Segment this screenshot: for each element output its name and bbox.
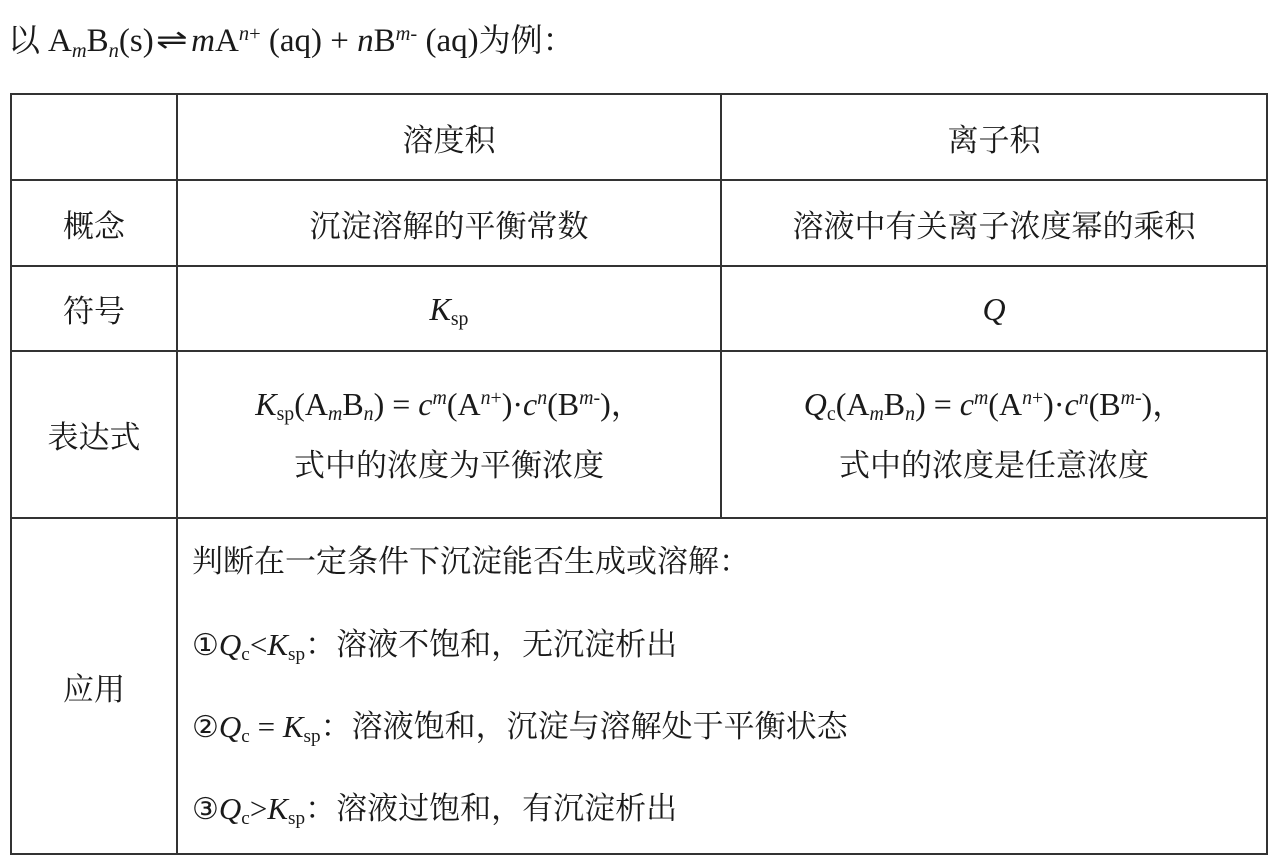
- row-label-expression: 表达式: [11, 351, 177, 518]
- application-content: [177, 518, 1267, 854]
- header-empty-cell: [11, 94, 177, 180]
- application-item: $②Q_c = K_{sp}$：溶液饱和，沉淀与溶解处于平衡状态: [192, 709, 848, 748]
- q-formula: $Q_c(A_mB_n) = c^m(A^{n+})\cdot c^n(B^{m-})$，: [803, 384, 1185, 426]
- row-label-concept: 概念: [11, 180, 177, 266]
- intro-prefix: 以: [8, 21, 41, 59]
- table-header-row: [11, 94, 1267, 180]
- application-item: $③Q_c>K_{sp}$：溶液过饱和，有沉淀析出: [192, 791, 678, 830]
- row-label-symbol: 符号: [11, 266, 177, 351]
- ksp-note: 式中的浓度为平衡浓度: [294, 447, 604, 484]
- symbol-q: Q: [721, 266, 1267, 351]
- symbol-ksp: $K_{sp}$: [177, 266, 721, 351]
- table-row-application: [11, 518, 1267, 854]
- concept-q: 溶液中有关离子浓度幂的乘积: [721, 180, 1267, 266]
- expression-q: [721, 351, 1267, 518]
- expression-ksp: [177, 351, 721, 518]
- reaction-equation: $A_mB_n(s)\rightleftharpoons$ $mA^{n+}$ $(aq) + nB^{m-}$ (aq): [48, 23, 479, 59]
- table-row-expression: [11, 351, 1267, 518]
- header-q: 离子积: [721, 94, 1267, 180]
- comparison-table: [10, 93, 1268, 855]
- intro-line: [8, 16, 575, 66]
- concept-ksp: 沉淀溶解的平衡常数: [177, 180, 721, 266]
- intro-suffix: 为例：: [478, 21, 575, 59]
- table-row-concept: [11, 180, 1267, 266]
- table-row-symbol: [11, 266, 1267, 351]
- equilibrium-arrow-icon: ⇌: [155, 23, 188, 56]
- application-intro: 判断在一定条件下沉淀能否生成或溶解：: [192, 544, 750, 580]
- application-item: $①Q_c<K_{sp}$：溶液不饱和，无沉淀析出: [192, 627, 678, 666]
- header-ksp: 溶度积: [177, 94, 721, 180]
- row-label-application: 应用: [11, 518, 177, 854]
- ksp-formula: $K_{sp}(A_mB_n) = c^m(A^{n+})\cdot c^n(B^{m-})$，: [255, 384, 643, 426]
- q-note: 式中的浓度是任意浓度: [839, 447, 1149, 484]
